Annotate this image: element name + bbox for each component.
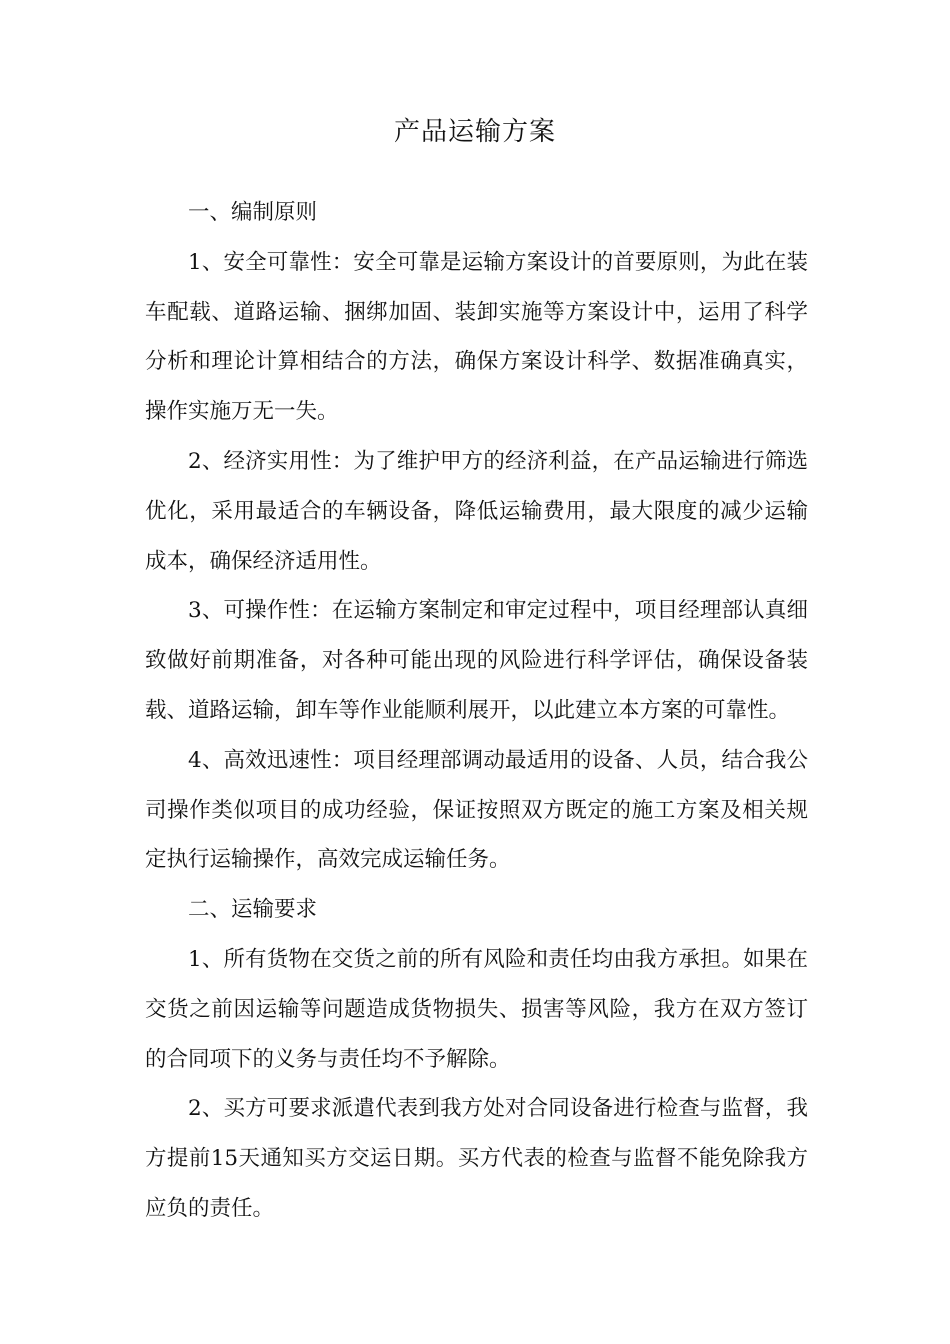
paragraph-efficiency: 4、高效迅速性：项目经理部调动最适用的设备、人员，结合我公司操作类似项目的成功经验，保证按照双方既定的施工方案及相关规定执行运输操作，高效完成运输任务。 bbox=[145, 747, 808, 873]
paragraph-risk-responsibility: 1、所有货物在交货之前的所有风险和责任均由我方承担。如果在交货之前因运输等问题造成货物损失、损害等风险，我方在双方签订的合同项下的义务与责任均不予解除。 bbox=[145, 946, 808, 1072]
paragraph-inspection-supervision: 2、买方可要求派遣代表到我方处对合同设备进行检查与监督，我方提前15天通知买方交运日期。买方代表的检查与监督不能免除我方应负的责任。 bbox=[145, 1096, 808, 1221]
paragraph-operability: 3、可操作性：在运输方案制定和审定过程中，项目经理部认真细致做好前期准备，对各种可能出现的风险进行科学评估，确保设备装载、道路运输，卸车等作业能顺利展开，以此建立本方案的可靠性。 bbox=[145, 598, 808, 723]
paragraph-economic-practicality: 2、经济实用性：为了维护甲方的经济利益，在产品运输进行筛选优化，采用最适合的车辆设备，降低运输费用，最大限度的减少运输成本，确保经济适用性。 bbox=[145, 448, 808, 574]
document-body bbox=[145, 188, 808, 1234]
section-heading-principles: 一、编制原则 bbox=[188, 200, 318, 225]
section-heading-transport-requirements: 二、运输要求 bbox=[188, 897, 318, 923]
document-title: 产品运输方案 bbox=[393, 117, 556, 147]
paragraph-safety-reliability: 1、安全可靠性：安全可靠是运输方案设计的首要原则，为此在装车配载、道路运输、捆绑加固、装卸实施等方案设计中，运用了科学分析和理论计算相结合的方法，确保方案设计科学、数据准确真实，操作实施万无一失。 bbox=[145, 249, 808, 425]
